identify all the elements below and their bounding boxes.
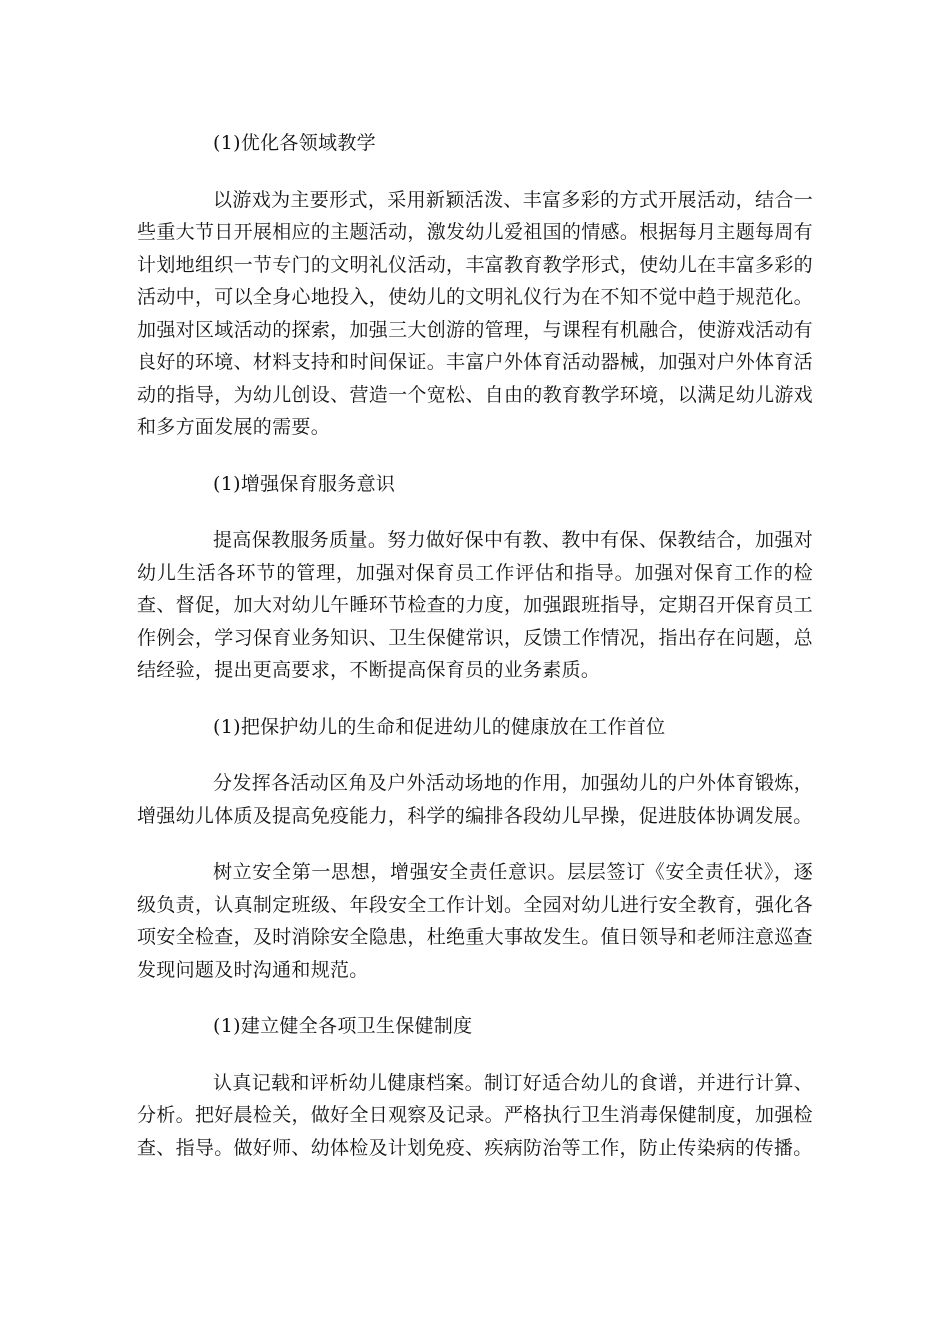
section-heading-2: (1)增强保育服务意识 [213,472,396,495]
section-heading-3: (1)把保护幼儿的生命和促进幼儿的健康放在工作首位 [213,715,666,738]
section-heading-4: (1)建立健全各项卫生保健制度 [213,1015,473,1037]
section-2-paragraph-1: 提高保教服务质量。努力做好保中有教、教中有保、保教结合，加强对幼儿生活各环节的管理，加强对保育员工作评估和指导。加强对保育工作的检查、督促，加大对幼儿午睡环节检查的力度，加强跟班指导，定期召开保育员工作例会，学习保育业务知识、卫生保健常识，反馈工作情况，指出存在问题，总结经验，提出更高要求，不断提高保育员的业务素质。 [137,529,813,681]
section-3-paragraph-2: 树立安全第一思想，增强安全责任意识。层层签订《安全责任状》，逐级负责，认真制定班级、年段安全工作计划。全园对幼儿进行安全教育，强化各项安全检查，及时消除安全隐患，杜绝重大事故发生。值日领导和老师注意巡查发现问题及时沟通和规范。 [137,861,813,981]
section-3-paragraph-1: 分发挥各活动区角及户外活动场地的作用，加强幼儿的户外体育锻炼，增强幼儿体质及提高免疫能力，科学的编排各段幼儿早操，促进肢体协调发展。 [137,772,813,827]
document-body [137,127,813,1188]
section-4-paragraph-1: 认真记载和评析幼儿健康档案。制订好适合幼儿的食谱，并进行计算、分析。把好晨检关，做好全日观察及记录。严格执行卫生消毒保健制度，加强检查、指导。做好师、幼体检及计划免疫、疾病防治等工作，防止传染病的传播。 [137,1071,813,1159]
section-heading-1: (1)优化各领域教学 [213,132,376,154]
section-1-paragraph-1: 以游戏为主要形式，采用新颖活泼、丰富多彩的方式开展活动，结合一些重大节日开展相应的主题活动，激发幼儿爱祖国的情感。根据每月主题每周有计划地组织一节专门的文明礼仪活动，丰富教育教学形式，使幼儿在丰富多彩的活动中，可以全身心地投入，使幼儿的文明礼仪行为在不知不觉中趋于规范化。加强对区域活动的探索，加强三大创游的管理，与课程有机融合，使游戏活动有良好的环境、材料支持和时间保证。丰富户外体育活动器械，加强对户外体育活动的指导，为幼儿创设、营造一个宽松、自由的教育教学环境，以满足幼儿游戏和多方面发展的需要。 [137,188,813,438]
